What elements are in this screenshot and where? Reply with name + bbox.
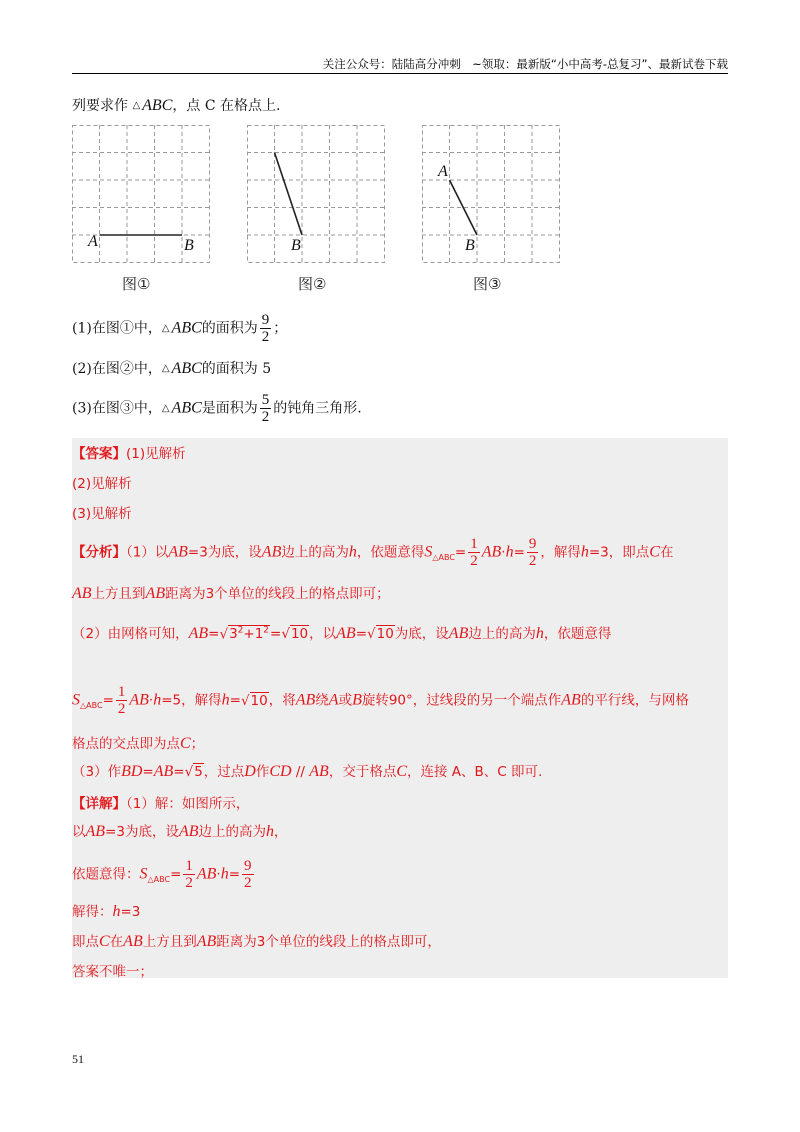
detail-line-3: 依题意得：$S_{\triangle ABC}=$ $\frac{1}{2}$ AB·h= $\frac{9}{2}$	[72, 858, 252, 891]
detail-tag: 【详解】	[72, 796, 126, 812]
analysis-line-1: 【分析】（1）以AB=3为底，设AB边上的高为h，依题意得$S_{\triangle ABC}=$ $\frac{1}{2}$ AB·h= $\frac{9}{2}$ ，解得h=3，即点C在	[72, 536, 674, 569]
q3-tri: ABC	[171, 399, 202, 417]
q1-fraction	[260, 312, 272, 345]
text: 或	[338, 692, 353, 709]
intro-suffix: ，点 C 在格点上.	[172, 98, 281, 114]
detail-line-1	[72, 792, 249, 812]
intro-line	[72, 95, 280, 115]
analysis-line-6: （3）作BD=AB=√5，过点D作CD ∕∕ AB，交于格点C，连接 A、B、C 即可.	[72, 763, 543, 780]
text: 格点的交点即为点	[72, 736, 180, 752]
answer-2: (2)见解析	[72, 476, 132, 492]
text: 距离为3个单位的线段上的格点即可，	[216, 934, 441, 950]
q1-tri: ABC	[171, 319, 202, 337]
answer-line-3	[72, 502, 132, 522]
triangle-icon: △	[161, 402, 170, 414]
q3-den: 2	[261, 409, 270, 425]
text: 边上的高为	[281, 544, 349, 561]
detail-line-2: 以AB=3为底，设AB边上的高为h，	[72, 823, 288, 840]
text: 依题意得：	[72, 866, 140, 883]
q2-prefix: (2)在图②中，	[72, 361, 162, 377]
text: 解得：	[72, 904, 113, 920]
triangle-icon: △	[132, 100, 141, 111]
figure-2-grid	[247, 125, 387, 265]
text: 边上的高为	[468, 626, 536, 642]
text: （1）以	[126, 544, 169, 561]
text: 作	[255, 764, 270, 780]
question-3	[72, 392, 362, 425]
text: 为底，设	[124, 824, 179, 840]
text: ，依题意得	[543, 626, 612, 642]
text: ，连接 A、B、C 即可.	[407, 764, 543, 780]
text: 边上的高为	[198, 824, 266, 840]
q2-tri: ABC	[171, 360, 202, 377]
text: 旋转90°，过线段的另一个端点作	[361, 692, 562, 709]
question-2	[72, 358, 271, 378]
triangle-icon: △	[161, 322, 170, 334]
text: ，以	[309, 626, 337, 642]
q1-prefix: (1)在图①中，	[72, 320, 162, 337]
detail-line-6	[72, 960, 153, 980]
text: 绕	[315, 692, 329, 709]
detail-line-5: 即点C在AB上方且到AB距离为3个单位的线段上的格点即可，	[72, 933, 441, 950]
fig2-caption: 图②	[298, 275, 327, 293]
text: 即点	[72, 934, 99, 950]
fig2-label-b: B	[291, 237, 301, 254]
q3-mid: 是面积为	[201, 400, 258, 417]
analysis-line-5: 格点的交点即为点C；	[72, 735, 205, 752]
triangle-icon: △	[161, 363, 170, 374]
answer-line-1	[72, 442, 186, 462]
text: ，即点	[608, 544, 650, 561]
detail-line-4: 解得：h=3	[72, 903, 141, 920]
text: ，依题意得	[356, 544, 425, 561]
q1-mid: 的面积为	[201, 320, 258, 337]
fig3-label-b: B	[465, 237, 475, 254]
analysis-line-2: AB上方且到AB距离为3个单位的线段上的格点即可；	[72, 585, 390, 602]
fig1-label-b: B	[184, 237, 194, 254]
text: ，解得	[540, 544, 581, 561]
text: ，过点	[203, 764, 245, 780]
text: 上方且到	[142, 934, 197, 950]
text: 为底，设	[207, 544, 262, 561]
text: 为底，设	[394, 626, 449, 642]
q3-prefix: (3)在图③中，	[72, 400, 162, 417]
intro-text: 列要求作	[72, 98, 128, 114]
text: 在	[659, 544, 674, 561]
q1-num: 9	[261, 312, 270, 328]
text: 的平行线，与网格	[580, 692, 689, 709]
text: 上方且到	[91, 586, 146, 602]
fig3-caption: 图③	[473, 275, 502, 293]
answer-tag: 【答案】	[72, 446, 126, 462]
text: 以	[72, 824, 86, 840]
answer-3: (3)见解析	[72, 506, 132, 522]
answer-line-2	[72, 472, 132, 492]
text: （1）解：如图所示，	[126, 796, 250, 812]
answer-1: (1)见解析	[126, 446, 186, 462]
analysis-tag: 【分析】	[72, 544, 126, 561]
segment-ab-fig2	[275, 153, 303, 236]
text: 在	[109, 934, 124, 950]
q3-suffix: 的钝角三角形.	[273, 400, 362, 417]
page-header	[72, 52, 728, 74]
q2-mid: 的面积为 5	[201, 361, 272, 377]
page-number: 51	[72, 1052, 84, 1066]
q3-num: 5	[261, 392, 270, 408]
fig1-label-a: A	[88, 233, 98, 250]
text: （2）由网格可知，	[72, 626, 189, 642]
text: ；	[190, 736, 205, 752]
analysis-line-4: $S_{\triangle ABC}=$ $\frac{1}{2}$ AB·h=5，解得h=√10，将AB绕A或B旋转90°，过线段的另一个端点作AB的平行线，与网格	[72, 684, 689, 717]
header-text: 关注公众号：陆陆高分冲刺 ~领取：最新版“小中高考-总复习”、最新试卷下载	[322, 57, 728, 71]
text: （3）作	[72, 764, 122, 780]
text: 答案不唯一；	[72, 964, 153, 980]
question-1	[72, 312, 287, 345]
text: 距离为3个单位的线段上的格点即可；	[165, 586, 390, 602]
text: ，将	[268, 692, 296, 709]
figure-3-grid	[422, 125, 562, 265]
analysis-line-3: （2）由网格可知，$AB=√3^2+1^2=√10$，以AB=√10为底，设AB边上的高为h，依题意得	[72, 625, 612, 642]
q1-suffix: ；	[273, 320, 288, 337]
text: ，交于格点	[328, 764, 397, 780]
intro-tri: ABC	[142, 97, 173, 114]
q3-fraction	[260, 392, 272, 425]
text: ，解得	[181, 692, 222, 709]
fig1-caption: 图①	[122, 275, 151, 293]
q1-den: 2	[261, 329, 270, 345]
fig3-label-a: A	[438, 163, 448, 180]
